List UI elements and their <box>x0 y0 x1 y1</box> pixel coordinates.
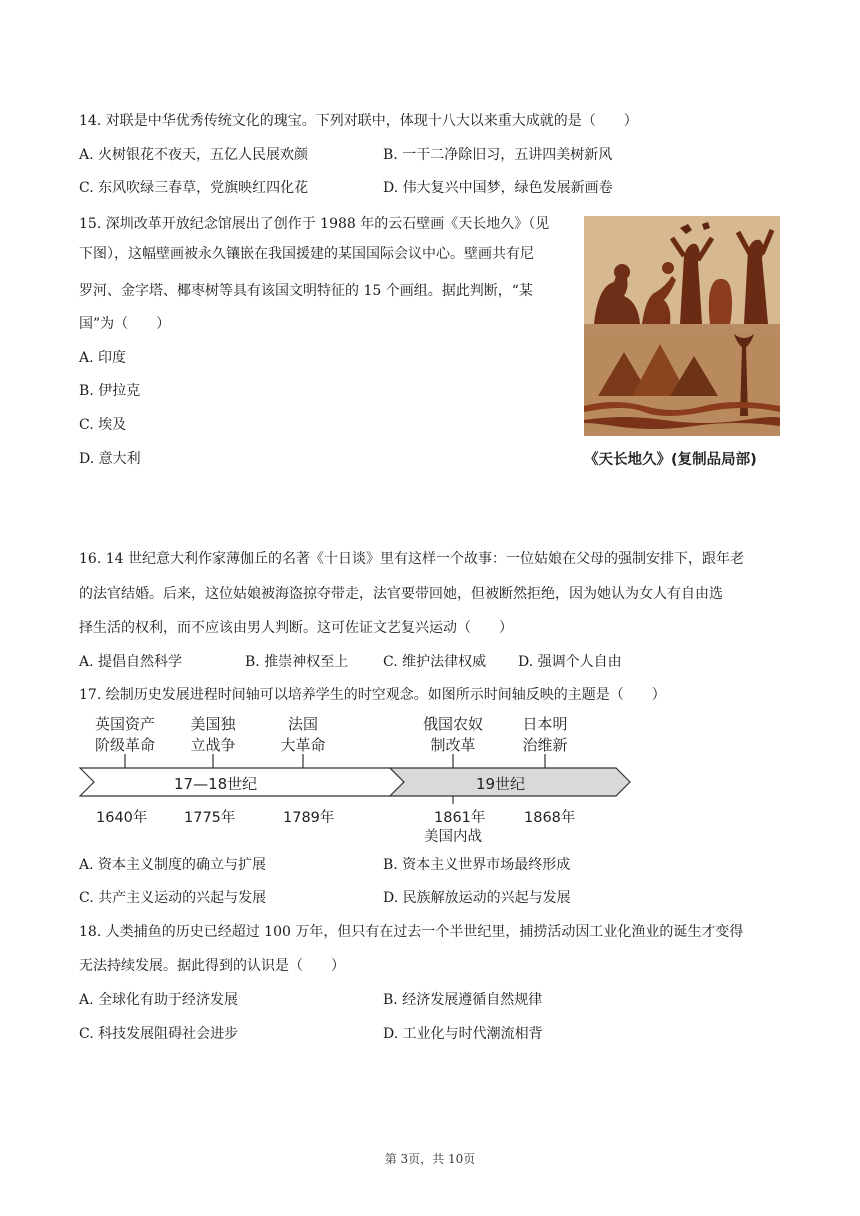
timeline-event-1-label: 英国资产 阶级革命 <box>94 715 155 754</box>
timeline-event-2-label: 美国独 立战争 <box>190 715 236 754</box>
q18-option-c: C. 科技发展阻碍社会进步 <box>79 1026 239 1042</box>
q18-stem-line-1: 18. 人类捕鱼的历史已经超过 100 万年，但只有在过去一个半世纪里，捕捞活动因工业化渔业的诞生才变得 <box>79 924 744 940</box>
q16-stem-line-2: 的法官结婚。后来，这位姑娘被海盗掠夺带走，法官要带回她，但被断然拒绝，因为她认为女人有自由选 <box>79 586 723 602</box>
mural-caption: 《天长地久》(复制品局部) <box>584 452 757 468</box>
timeline-year-1: 1640年 <box>96 810 148 826</box>
timeline-event-4-below: 美国内战 <box>424 829 482 845</box>
q16-option-b: B. 推崇神权至上 <box>245 654 349 670</box>
q18-stem-line-2: 无法持续发展。据此得到的认识是（ ） <box>79 958 345 974</box>
q15-option-b: B. 伊拉克 <box>79 383 141 399</box>
q16-stem-line-1: 16. 14 世纪意大利作家薄伽丘的名著《十日谈》里有这样一个故事：一位姑娘在父母的强制安排下，跟年老 <box>79 551 744 567</box>
timeline-year-4: 1861年 <box>434 810 486 826</box>
q17-option-a: A. 资本主义制度的确立与扩展 <box>79 857 267 873</box>
q18-option-b: B. 经济发展遵循自然规律 <box>383 992 543 1008</box>
q14-option-d: D. 伟大复兴中国梦，绿色发展新画卷 <box>383 180 613 196</box>
mural-image <box>584 216 780 436</box>
timeline-event-3-label: 法国 大革命 <box>280 715 326 754</box>
q15-option-d: D. 意大利 <box>79 451 141 467</box>
q18-option-d: D. 工业化与时代潮流相背 <box>383 1026 543 1042</box>
q14-stem: 14. 对联是中华优秀传统文化的瑰宝。下列对联中，体现十八大以来重大成就的是（ ） <box>79 113 638 129</box>
page-footer: 第 3页，共 10页 <box>384 1152 476 1166</box>
timeline-event-5-label: 日本明 治维新 <box>522 715 568 754</box>
q16-option-d: D. 强调个人自由 <box>518 654 622 670</box>
q17-option-b: B. 资本主义世界市场最终形成 <box>383 857 571 873</box>
q17-option-c: C. 共产主义运动的兴起与发展 <box>79 890 267 906</box>
q14-option-b: B. 一干二净除旧习，五讲四美树新风 <box>383 147 613 163</box>
q16-option-c: C. 维护法律权威 <box>383 654 487 670</box>
q15-stem-line-2: 下图），这幅壁画被永久镶嵌在我国援建的某国国际会议中心。壁画共有尼 <box>79 246 534 262</box>
timeline-event-4-label: 俄国农奴 制改革 <box>422 715 483 754</box>
timeline-year-5: 1868年 <box>524 810 576 826</box>
timeline-era-1: 17—18世纪 <box>174 775 258 793</box>
timeline-era-2: 19世纪 <box>476 775 526 793</box>
history-timeline <box>76 712 636 852</box>
q15-option-c: C. 埃及 <box>79 417 127 433</box>
q18-option-a: A. 全球化有助于经济发展 <box>79 992 239 1008</box>
q14-option-c: C. 东风吹绿三春草，党旗映红四化花 <box>79 180 309 196</box>
q15-option-a: A. 印度 <box>79 350 127 366</box>
q15-stem-line-3: 罗河、金字塔、椰枣树等具有该国文明特征的 15 个画组。据此判断，“某 <box>79 283 533 299</box>
q16-stem-line-3: 择生活的权利，而不应该由男人判断。这可佐证文艺复兴运动（ ） <box>79 620 513 636</box>
q15-stem-line-4: 国”为（ ） <box>79 316 171 332</box>
timeline-year-2: 1775年 <box>184 810 236 826</box>
q15-stem-line-1: 15. 深圳改革开放纪念馆展出了创作于 1988 年的云石壁画《天长地久》（见 <box>79 216 550 232</box>
timeline-bar <box>76 754 636 804</box>
q17-option-d: D. 民族解放运动的兴起与发展 <box>383 890 571 906</box>
q16-option-a: A. 提倡自然科学 <box>79 654 183 670</box>
q14-option-a: A. 火树银花不夜天，五亿人民展欢颜 <box>79 147 309 163</box>
timeline-year-3: 1789年 <box>283 810 335 826</box>
q17-stem: 17. 绘制历史发展进程时间轴可以培养学生的时空观念。如图所示时间轴反映的主题是（ ） <box>79 687 666 703</box>
